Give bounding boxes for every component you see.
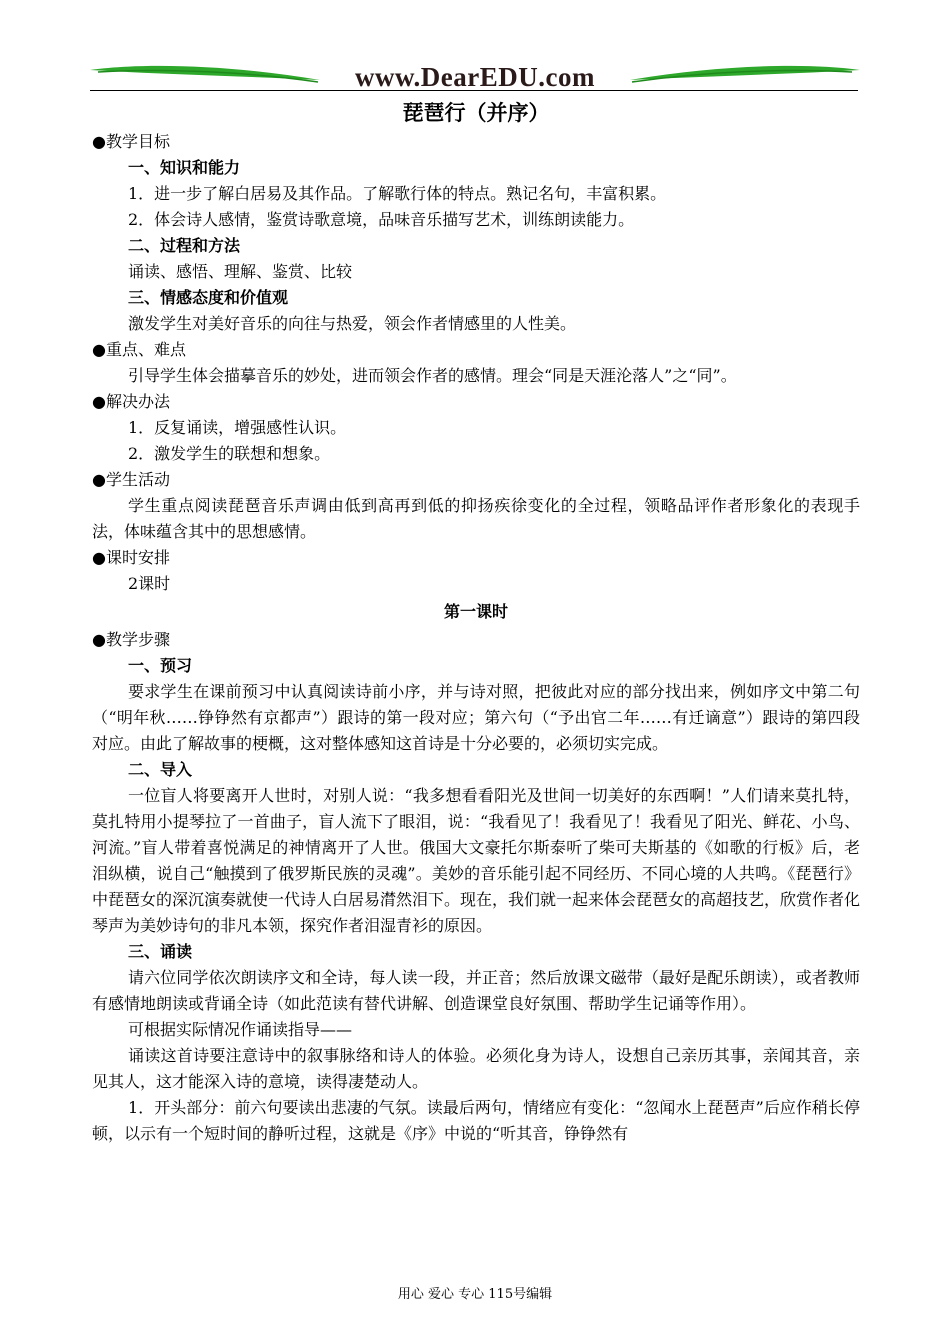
- section-heading-schedule: ●课时安排: [92, 548, 170, 567]
- goal-item-1: 1．进一步了解白居易及其作品。了解歌行体的特点。熟记名句，丰富积累。: [128, 184, 667, 203]
- recite-guidance-item-1: 1．开头部分：前六句要读出悲凄的气氛。读最后两句，情绪应有变化：“忽闻水上琵琶声”后应作稍长停顿，以示有一个短时间的静听过程，这就是《序》中说的“听其音，铮铮然有: [92, 1098, 860, 1143]
- preview-text: 要求学生在课前预习中认真阅读诗前小序，并与诗对照，把彼此对应的部分找出来，例如序文中第二句（“明年秋……铮铮然有京都声”）跟诗的第一段对应；第六句（“予出官二年……有迁谪意”）跟诗的第四段对应。由此了解故事的梗概，这对整体感知这首诗是十分必要的，必须切实完成。: [92, 682, 860, 753]
- section-heading-activities: ●学生活动: [92, 470, 170, 489]
- subheading-recite: 三、诵读: [128, 942, 193, 961]
- section-heading-goals: ●教学目标: [92, 132, 170, 151]
- recite-guidance-text: 诵读这首诗要注意诗中的叙事脉络和诗人的体验。必须化身为诗人，设想自己亲历其事，亲闻其音，亲见其人，这才能深入诗的意境，读得凄楚动人。: [92, 1046, 860, 1091]
- page-footer: 用心 爱心 专心 115号编辑: [397, 1287, 553, 1302]
- recite-guidance-lead: 可根据实际情况作诵读指导——: [128, 1020, 353, 1039]
- subheading-process: 二、过程和方法: [128, 236, 241, 255]
- solution-item-1: 1．反复诵读，增强感性认识。: [128, 418, 347, 437]
- site-header-banner: [88, 58, 862, 94]
- subheading-intro: 二、导入: [128, 760, 193, 779]
- keypoints-text: 引导学生体会描摹音乐的妙处，进而领会作者的感情。理会“同是天涯沦落人”之“同”。: [128, 366, 737, 385]
- recite-text: 请六位同学依次朗读序文和全诗，每人读一段，并正音；然后放课文磁带（最好是配乐朗读），或者教师有感情地朗读或背诵全诗（如此范读有替代讲解、创造课堂良好氛围、帮助学生记诵等作用）。: [92, 968, 860, 1013]
- subheading-attitude: 三、情感态度和价值观: [128, 288, 289, 307]
- subheading-knowledge: 一、知识和能力: [128, 158, 241, 177]
- activities-text: 学生重点阅读琵琶音乐声调由低到高再到低的抑扬疾徐变化的全过程，领略品评作者形象化的表现手法，体味蕴含其中的思想感情。: [92, 496, 860, 541]
- goal-item-2: 2．体会诗人感情，鉴赏诗歌意境，品味音乐描写艺术，训练朗读能力。: [128, 210, 635, 229]
- site-logo-text: www.DearEDU.com: [355, 62, 595, 92]
- attitude-text: 激发学生对美好音乐的向往与热爱，领会作者情感里的人性美。: [128, 314, 577, 333]
- schedule-text: 2课时: [128, 574, 171, 593]
- section-heading-steps: ●教学步骤: [92, 630, 170, 649]
- header-rule: [90, 90, 858, 91]
- subheading-preview: 一、预习: [128, 656, 193, 675]
- section-heading-solutions: ●解决办法: [92, 392, 170, 411]
- solution-item-2: 2．激发学生的联想和想象。: [128, 444, 331, 463]
- page-title: 琵琶行（并序）: [402, 100, 550, 125]
- process-methods: 诵读、感悟、理解、鉴赏、比较: [128, 262, 353, 281]
- section-heading-keypoints: ●重点、难点: [92, 340, 186, 359]
- document-body: [92, 97, 860, 1147]
- lesson-title: 第一课时: [443, 602, 508, 621]
- intro-text: 一位盲人将要离开人世时，对别人说：“我多想看看阳光及世间一切美好的东西啊！”人们请来莫扎特，莫扎特用小提琴拉了一首曲子，盲人流下了眼泪，说：“我看见了！我看见了！我看见了阳光、鲜花、小鸟、河流。”盲人带着喜悦满足的神情离开了人世。俄国大文豪托尔斯泰听了柴可夫斯基的《如歌的行板》后，老泪纵横，说自己“触摸到了俄罗斯民族的灵魂”。美妙的音乐能引起不同经历、不同心境的人共鸣。《琵琶行》中琵琶女的深沉演奏就使一代诗人白居易潸然泪下。现在，我们就一起来体会琵琶女的高超技艺，欣赏作者化琴声为美妙诗句的非凡本领，探究作者泪湿青衫的原因。: [92, 786, 861, 935]
